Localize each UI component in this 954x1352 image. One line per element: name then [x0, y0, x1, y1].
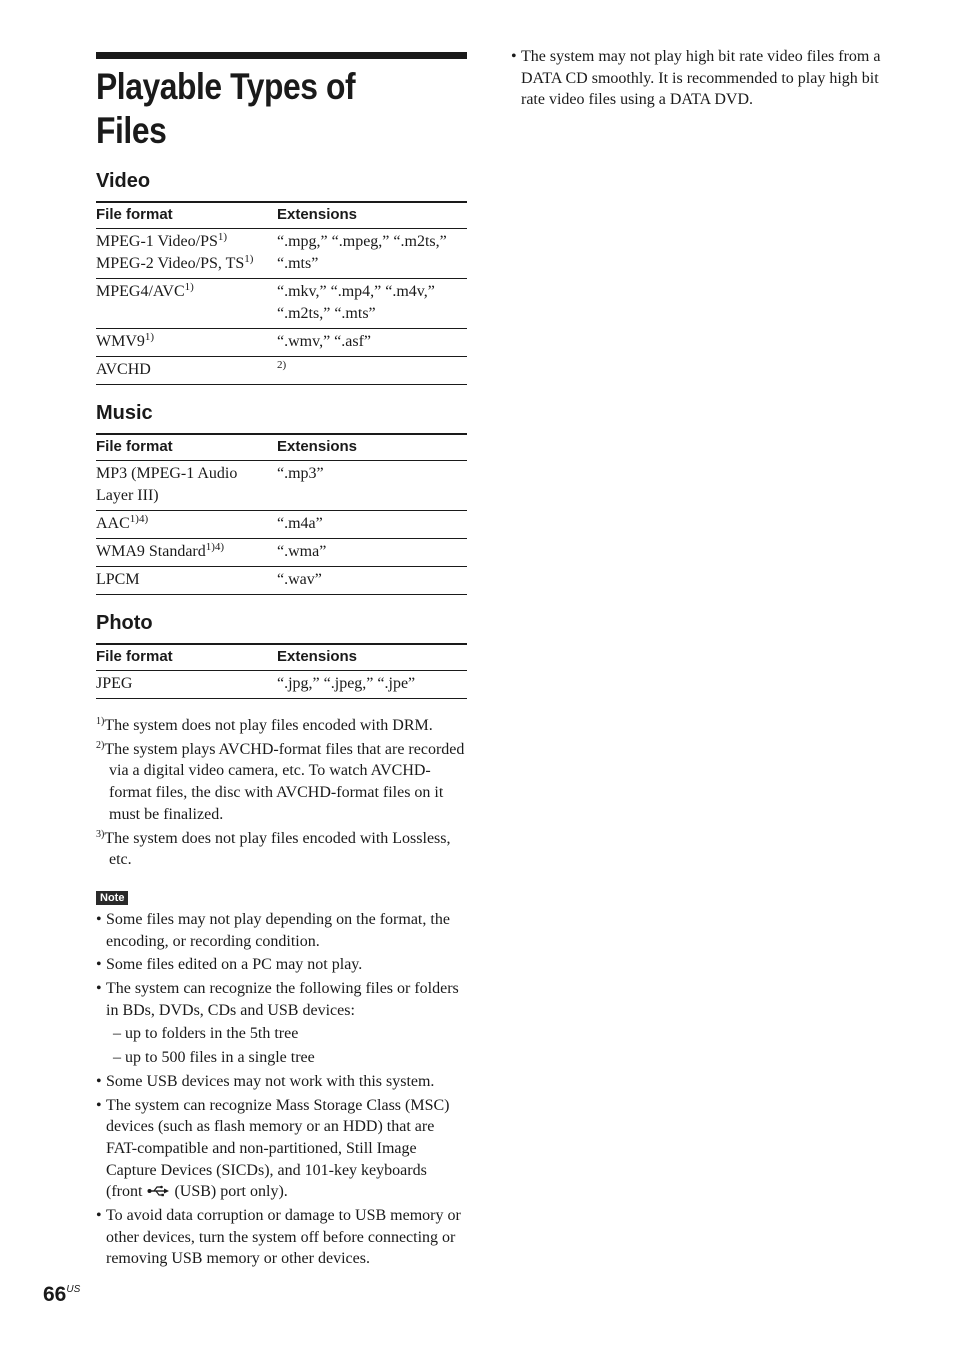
footnote-ref: 1) [244, 253, 254, 265]
page-number-value: 66 [43, 1283, 67, 1306]
list-item: • To avoid data corruption or damage to USB memory or other devices, turn the system off before connecting or removing USB memory or other devices. [96, 1205, 467, 1270]
extensions-cell: “.wma” [277, 539, 467, 567]
list-item-text: The system can recognize Mass Storage Class (MSC) devices (such as flash memory or an HDD) that are FAT-compatible and non-partitioned, Still Image Capture Devices (SICDs), and 101-key keyboards (front [106, 1096, 450, 1201]
footnote-mark: 1) [96, 716, 105, 727]
extensions-column-header: Extensions [277, 644, 467, 671]
note-list-continued [511, 46, 891, 111]
footnote-text: The system plays AVCHD-format files that are recorded via a digital video camera, etc. To watch AVCHD-format files, the disc with AVCHD-format files on it must be finalized. [104, 740, 465, 823]
music-heading: Music [96, 402, 153, 424]
footnote-text: The system does not play files encoded with DRM. [104, 717, 433, 734]
format-cell [96, 567, 277, 595]
page-title: Playable Types of Files [96, 66, 356, 151]
list-item [96, 978, 467, 1069]
video-heading: Video [96, 170, 151, 192]
footnote [96, 739, 467, 826]
photo-section [96, 611, 467, 699]
format-name: LPCM [96, 571, 140, 588]
extensions-cell: “.mkv,” “.mp4,” “.m4v,” “.m2ts,” “.mts” [277, 279, 467, 329]
footnote-ref: 1) [144, 331, 155, 343]
extensions-column-header: Extensions [277, 202, 467, 229]
sub-list-item: – up to folders in the 5th tree [106, 1023, 467, 1045]
photo-heading: Photo [96, 612, 153, 634]
format-name: WMV9 [96, 333, 145, 350]
format-name: AAC [96, 515, 130, 532]
list-item: • Some files may not play depending on the format, the encoding, or recording condition. [96, 909, 467, 952]
footnote-mark: 2) [96, 739, 105, 751]
footnote-text: The system does not play files encoded with Lossless, etc. [104, 829, 451, 869]
format-name: MP3 (MPEG-1 Audio Layer III) [96, 465, 238, 504]
format-cell [96, 279, 277, 329]
format-cell [96, 357, 277, 385]
note-label: Note [96, 891, 128, 905]
table-row [96, 329, 467, 357]
format-name: MPEG-1 Video/PS [96, 233, 218, 250]
format-name: MPEG4/AVC [96, 283, 185, 300]
extensions-cell: “.jpg,” “.jpeg,” “.jpe” [277, 671, 467, 699]
usb-icon [147, 1185, 169, 1197]
footnote-ref: 1) [184, 281, 194, 293]
extensions-cell [277, 357, 467, 385]
table-row [96, 461, 467, 511]
footnote-ref: 1)4) [205, 541, 225, 553]
table-header-row [96, 434, 467, 461]
format-cell [96, 461, 277, 511]
sub-list [106, 1023, 467, 1068]
page-number [43, 1283, 80, 1307]
title-rule [96, 52, 467, 59]
table-row [96, 357, 467, 385]
list-item-text: The system can recognize the following files or folders in BDs, DVDs, CDs and USB devices: [106, 980, 459, 1019]
list-item: • Some files edited on a PC may not play. [96, 954, 467, 976]
sub-list-item: – up to 500 files in a single tree [106, 1047, 467, 1069]
format-cell [96, 329, 277, 357]
format-cell [96, 671, 277, 699]
table-header-row [96, 202, 467, 229]
extensions-cell: “.mp3” [277, 461, 467, 511]
music-table [96, 433, 467, 595]
table-row [96, 671, 467, 699]
footnote-mark: 3) [96, 828, 105, 840]
table-row [96, 511, 467, 539]
format-column-header: File format [96, 644, 277, 671]
format-column-header: File format [96, 434, 277, 461]
list-item [96, 1095, 467, 1204]
footnote-ref: 1)4) [129, 513, 149, 525]
page-region: US [66, 1284, 81, 1295]
format-cell [96, 229, 277, 279]
music-section [96, 401, 467, 595]
list-item: • Some USB devices may not work with this system. [96, 1071, 467, 1093]
footnote [96, 828, 467, 871]
format-cell [96, 539, 277, 567]
left-column [96, 52, 467, 1272]
footnotes [96, 715, 467, 871]
table-row [96, 229, 467, 279]
table-row [96, 279, 467, 329]
video-table [96, 201, 467, 385]
footnote-ref: 1) [217, 231, 228, 243]
footnote-ref: 2) [277, 359, 287, 371]
list-item: • The system may not play high bit rate video files from a DATA CD smoothly. It is recommended to play high bit rate video files using a DATA DVD. [511, 46, 891, 111]
extensions-cell: “.m4a” [277, 511, 467, 539]
photo-table [96, 643, 467, 699]
table-header-row [96, 644, 467, 671]
extensions-cell: “.wmv,” “.asf” [277, 329, 467, 357]
format-name: AVCHD [96, 361, 151, 378]
format-column-header: File format [96, 202, 277, 229]
format-name: JPEG [96, 675, 133, 692]
table-row [96, 567, 467, 595]
extensions-cell: “.mpg,” “.mpeg,” “.m2ts,” “.mts” [277, 229, 467, 279]
extensions-column-header: Extensions [277, 434, 467, 461]
table-row [96, 539, 467, 567]
list-item-text: (USB) port only). [174, 1183, 288, 1201]
extensions-cell: “.wav” [277, 567, 467, 595]
video-section [96, 169, 467, 385]
note-list [96, 909, 467, 1270]
format-name: WMA9 Standard [96, 543, 206, 560]
footnote [96, 715, 467, 737]
format-cell [96, 511, 277, 539]
right-column [511, 46, 891, 113]
format-name: MPEG-2 Video/PS, TS [96, 255, 245, 272]
